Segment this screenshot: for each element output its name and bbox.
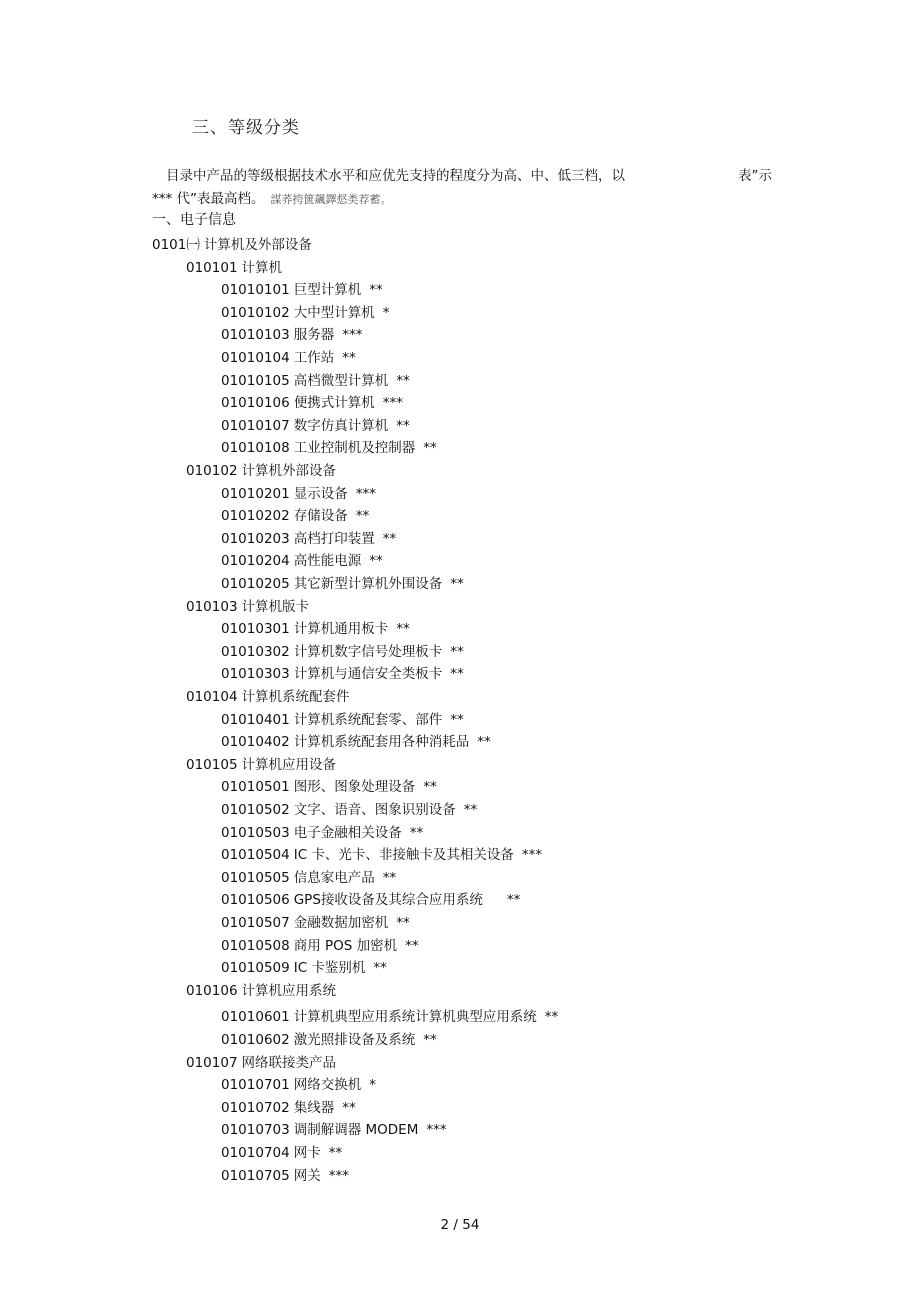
catalog-item <box>221 1167 349 1185</box>
catalog-item <box>221 665 464 683</box>
item-name: 高档微型计算机 <box>293 373 389 389</box>
item-grade-stars: ** <box>450 576 464 592</box>
catalog-item <box>221 1031 437 1049</box>
catalog-item <box>221 937 419 955</box>
item-name: IC 卡、光卡、非接触卡及其相关设备 <box>293 847 514 863</box>
item-code: 01010105 <box>221 373 290 389</box>
item-code: 01010205 <box>221 576 290 592</box>
item-name: 计算机版卡 <box>241 599 310 615</box>
item-name: 计算机 <box>241 260 283 276</box>
item-grade-stars: ** <box>450 644 464 660</box>
item-name: 计算机应用系统 <box>241 983 337 999</box>
item-code: 01010106 <box>221 395 290 411</box>
item-name: 计算机典型应用系统计算机典型应用系统 <box>293 1009 537 1025</box>
item-grade-stars: ** <box>396 621 410 637</box>
item-name: 金融数据加密机 <box>293 915 389 931</box>
item-code: 010104 <box>186 689 238 705</box>
item-code: 01010503 <box>221 825 290 841</box>
item-grade-stars: * <box>382 305 390 321</box>
item-grade-stars: ** <box>477 734 491 750</box>
item-name: 便携式计算机 <box>293 395 375 411</box>
item-grade-stars: *** <box>355 486 376 502</box>
item-code: 01010201 <box>221 486 290 502</box>
item-name: 巨型计算机 <box>293 282 362 298</box>
catalog-item <box>221 439 437 457</box>
item-grade-stars: ** <box>355 508 370 524</box>
intro-line-1-end: 表”示 <box>738 168 772 184</box>
catalog-item <box>152 236 312 254</box>
item-name: 计算机数字信号处理板卡 <box>293 644 443 660</box>
item-grade-stars: ** <box>423 440 437 456</box>
catalog-item <box>221 1008 558 1026</box>
item-code: 01010506 <box>221 892 290 908</box>
item-name: 计算机与通信安全类板卡 <box>293 666 443 682</box>
item-name: 计算机通用板卡 <box>293 621 389 637</box>
intro-line-2 <box>152 187 392 207</box>
item-name: 网络联接类产品 <box>241 1055 337 1071</box>
section-title: 一、电子信息 <box>152 212 236 228</box>
catalog-item <box>221 1076 376 1094</box>
item-name: 激光照排设备及系统 <box>293 1032 416 1048</box>
item-code: 01010501 <box>221 779 290 795</box>
item-code: 010106 <box>186 983 238 999</box>
item-name: 调制解调器 MODEM <box>293 1122 419 1138</box>
catalog-item <box>221 869 396 887</box>
item-name: 工作站 <box>293 350 335 366</box>
item-name: 工业控制机及控制器 <box>293 440 416 456</box>
catalog-item <box>221 891 520 909</box>
catalog-item <box>221 778 437 796</box>
item-grade-stars: ** <box>382 870 397 886</box>
item-grade-stars: *** <box>342 327 363 343</box>
intro-line-2-text: *** 代”表最高档。 <box>152 191 265 207</box>
item-name: 计算机应用设备 <box>241 757 337 773</box>
item-code: 01010202 <box>221 508 290 524</box>
catalog-item <box>221 349 356 367</box>
item-grade-stars: *** <box>328 1168 349 1184</box>
item-grade-stars: ** <box>423 1032 437 1048</box>
item-name: 大中型计算机 <box>293 305 375 321</box>
item-code: 01010104 <box>221 350 290 366</box>
item-grade-stars: *** <box>521 847 543 863</box>
item-grade-stars: ** <box>396 373 410 389</box>
item-name: 电子金融相关设备 <box>293 825 402 841</box>
catalog-item <box>221 620 410 638</box>
item-code: 01010302 <box>221 644 290 660</box>
item-name: 网络交换机 <box>293 1077 362 1093</box>
catalog-item <box>221 914 410 932</box>
item-code: 01010703 <box>221 1122 290 1138</box>
catalog-item <box>186 259 282 277</box>
item-code: 0101㈠ <box>152 237 200 253</box>
item-code: 01010509 <box>221 960 290 976</box>
catalog-item <box>221 304 389 322</box>
item-grade-stars: *** <box>382 395 403 411</box>
item-grade-stars: ** <box>328 1145 343 1161</box>
item-code: 01010402 <box>221 734 290 750</box>
catalog-item <box>221 530 396 548</box>
item-code: 01010102 <box>221 305 290 321</box>
item-name: 计算机系统配套件 <box>241 689 350 705</box>
item-name: 服务器 <box>293 327 335 343</box>
item-name: 计算机外部设备 <box>241 463 337 479</box>
catalog-item <box>186 462 336 480</box>
catalog-item <box>186 756 336 774</box>
item-code: 01010705 <box>221 1168 290 1184</box>
catalog-item <box>221 1144 342 1162</box>
item-name: 高性能电源 <box>293 553 362 569</box>
catalog-item <box>221 846 542 864</box>
catalog-item <box>221 959 387 977</box>
catalog-item <box>221 417 410 435</box>
item-name: 存储设备 <box>293 508 348 524</box>
item-name: 网关 <box>293 1168 321 1184</box>
item-grade-stars: ** <box>544 1009 559 1025</box>
item-name: 图形、图象处理设备 <box>293 779 416 795</box>
item-name: 商用 POS 加密机 <box>293 938 398 954</box>
item-code: 01010502 <box>221 802 290 818</box>
item-name: IC 卡鉴别机 <box>293 960 366 976</box>
intro-garbled-text: 謀荞挎篋飆鐸惄类荐蓄。 <box>270 193 392 206</box>
page-number: 2 / 54 <box>440 1217 480 1233</box>
item-code: 010105 <box>186 757 238 773</box>
item-grade-stars: ** <box>463 802 478 818</box>
catalog-item <box>221 801 477 819</box>
catalog-item <box>221 824 423 842</box>
item-grade-stars: * <box>369 1077 376 1093</box>
item-code: 010107 <box>186 1055 238 1071</box>
item-code: 01010505 <box>221 870 290 886</box>
item-code: 01010401 <box>221 712 290 728</box>
catalog-item <box>221 1121 447 1139</box>
item-grade-stars: ** <box>506 892 521 908</box>
item-grade-stars: ** <box>342 350 356 366</box>
item-code: 01010204 <box>221 553 290 569</box>
item-name: 其它新型计算机外围设备 <box>293 576 443 592</box>
item-code: 01010602 <box>221 1032 290 1048</box>
catalog-item <box>221 733 491 751</box>
item-code: 01010108 <box>221 440 290 456</box>
item-code: 010103 <box>186 599 238 615</box>
item-grade-stars: ** <box>369 282 383 298</box>
item-grade-stars: ** <box>369 553 383 569</box>
catalog-item <box>221 485 376 503</box>
catalog-item <box>186 688 350 706</box>
catalog-item <box>221 372 410 390</box>
item-name: 文字、语音、图象识别设备 <box>293 802 456 818</box>
item-code: 010101 <box>186 260 238 276</box>
item-name: 高档打印装置 <box>293 531 375 547</box>
item-grade-stars: ** <box>423 779 437 795</box>
item-name: 计算机系统配套用各种消耗品 <box>293 734 470 750</box>
item-code: 01010107 <box>221 418 290 434</box>
item-code: 01010504 <box>221 847 290 863</box>
item-grade-stars: ** <box>342 1100 356 1116</box>
item-grade-stars: *** <box>426 1122 447 1138</box>
item-code: 01010103 <box>221 327 290 343</box>
item-grade-stars: ** <box>405 938 419 954</box>
catalog-item <box>221 711 464 729</box>
catalog-item <box>221 281 383 299</box>
item-code: 01010508 <box>221 938 290 954</box>
catalog-item <box>221 575 464 593</box>
item-name: 计算机系统配套零、部件 <box>293 712 443 728</box>
item-name: 显示设备 <box>293 486 348 502</box>
item-grade-stars: ** <box>396 418 410 434</box>
catalog-item <box>221 552 383 570</box>
item-code: 010102 <box>186 463 238 479</box>
item-code: 01010702 <box>221 1100 290 1116</box>
item-grade-stars: ** <box>450 666 464 682</box>
item-name: 集线器 <box>293 1100 335 1116</box>
item-code: 01010203 <box>221 531 290 547</box>
item-grade-stars: ** <box>396 915 410 931</box>
item-grade-stars: ** <box>373 960 387 976</box>
item-name: 数字仿真计算机 <box>293 418 389 434</box>
item-grade-stars: ** <box>409 825 424 841</box>
catalog-item <box>221 326 362 344</box>
catalog-item <box>221 1099 356 1117</box>
item-code: 01010101 <box>221 282 290 298</box>
item-code: 01010507 <box>221 915 290 931</box>
catalog-item <box>221 394 403 412</box>
item-name: 计算机及外部设备 <box>203 237 312 253</box>
catalog-item <box>186 982 336 1000</box>
item-grade-stars: ** <box>450 712 464 728</box>
item-name: GPS接收设备及其综合应用系统 <box>293 892 483 908</box>
item-name: 信息家电产品 <box>293 870 375 886</box>
catalog-item <box>221 507 369 525</box>
catalog-item <box>186 598 309 616</box>
item-code: 01010701 <box>221 1077 290 1093</box>
item-code: 01010601 <box>221 1009 290 1025</box>
catalog-item <box>221 643 464 661</box>
item-code: 01010301 <box>221 621 290 637</box>
page-heading: 三、等级分类 <box>192 118 300 138</box>
item-code: 01010303 <box>221 666 290 682</box>
intro-line-1: 目录中产品的等级根据技术水平和应优先支持的程度分为高、中、低三档，以 <box>166 168 625 184</box>
item-grade-stars: ** <box>382 531 397 547</box>
item-code: 01010704 <box>221 1145 290 1161</box>
item-name: 网卡 <box>293 1145 321 1161</box>
catalog-item <box>186 1054 336 1072</box>
